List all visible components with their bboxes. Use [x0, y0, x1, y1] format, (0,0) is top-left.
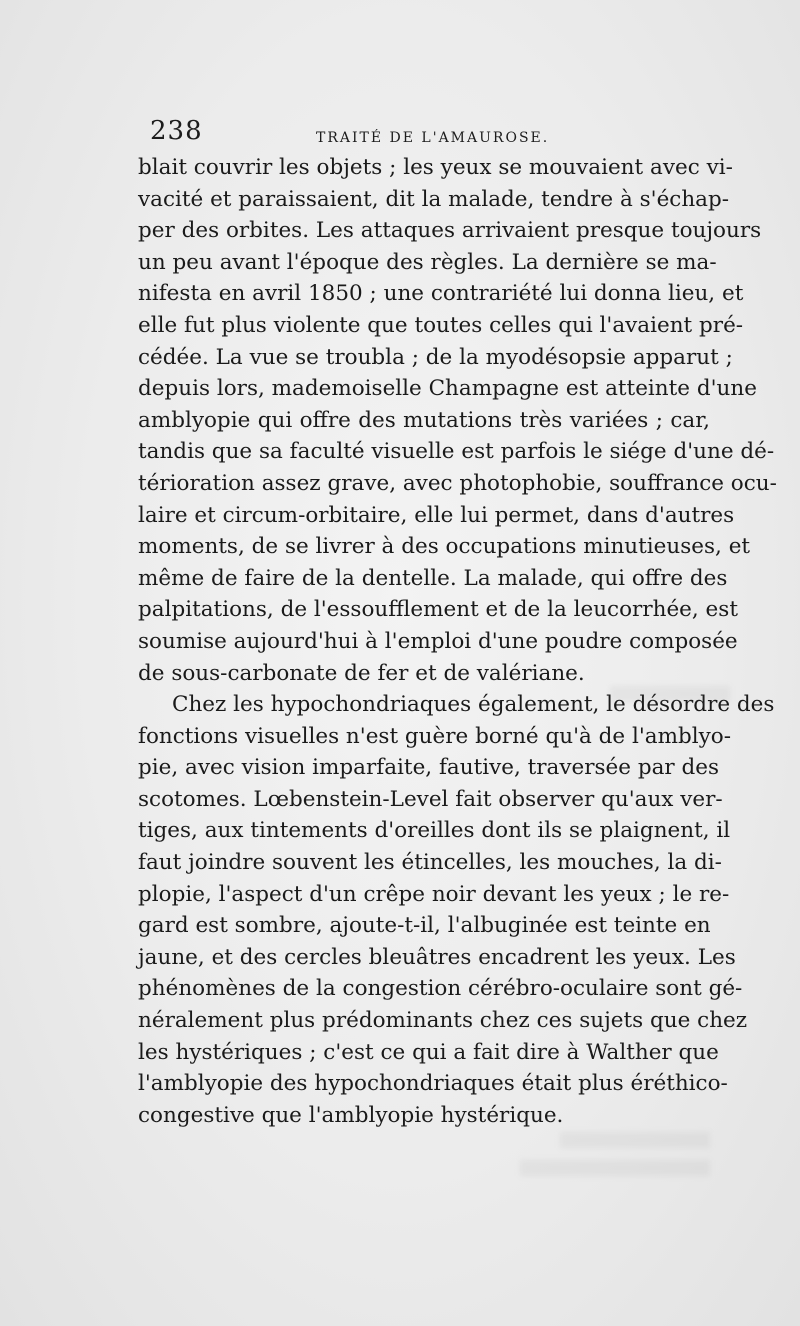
text-line: nifesta en avril 1850 ; une contrariété lui donna lieu, et [138, 281, 744, 307]
bleed-through-mark [610, 686, 730, 702]
text-line: elle fut plus violente que toutes celles qui l'avaient pré- [138, 312, 744, 338]
text-line: cédée. La vue se troubla ; de la myodésopsie apparut ; [138, 344, 733, 370]
text-line: laire et circum-orbitaire, elle lui permet, dans d'autres [138, 502, 735, 528]
text-line: pie, avec vision imparfaite, fautive, traversée par des [138, 755, 720, 781]
text-line: tiges, aux tintements d'oreilles dont ils se plaignent, il [138, 818, 731, 844]
text-line: palpitations, de l'essoufflement et de la leucorrhée, est [138, 597, 738, 623]
text-line: soumise aujourd'hui à l'emploi d'une poudre composée [138, 628, 738, 654]
text-line: gard est sombre, ajoute-t-il, l'albuginée est teinte en [138, 913, 711, 939]
running-title: TRAITÉ DE L'AMAUROSE. [316, 130, 550, 146]
body-text [138, 152, 777, 1131]
text-line: Chez les hypochondriaques également, le désordre des [172, 692, 775, 718]
page-number: 238 [150, 116, 203, 146]
text-line: plopie, l'aspect d'un crêpe noir devant les yeux ; le re- [138, 881, 730, 907]
text-line: phénomènes de la congestion cérébro-oculaire sont gé- [138, 976, 743, 1002]
text-line: scotomes. Lœbenstein-Level fait observer qu'aux ver- [138, 786, 723, 812]
text-line: depuis lors, mademoiselle Champagne est atteinte d'une [138, 376, 757, 402]
text-line: térioration assez grave, avec photophobie, souffrance ocu- [138, 470, 777, 496]
text-line: jaune, et des cercles bleuâtres encadrent les yeux. Les [138, 944, 736, 970]
text-line: néralement plus prédominants chez ces sujets que chez [138, 1008, 748, 1034]
text-line: per des orbites. Les attaques arrivaient presque toujours [138, 218, 762, 244]
page-header [148, 116, 708, 152]
text-line: les hystériques ; c'est ce qui a fait dire à Walther que [138, 1039, 719, 1065]
text-line: moments, de se livrer à des occupations minutieuses, et [138, 534, 751, 560]
text-line: un peu avant l'époque des règles. La dernière se ma- [138, 249, 717, 275]
text-line: fonctions visuelles n'est guère borné qu'à de l'amblyo- [138, 723, 731, 749]
bleed-through-mark [520, 1160, 710, 1176]
paragraph-1 [138, 152, 777, 689]
bleed-through-mark [560, 1132, 710, 1148]
text-line: blait couvrir les objets ; les yeux se mouvaient avec vi- [138, 155, 733, 180]
paragraph-2 [138, 689, 775, 1131]
text-line: même de faire de la dentelle. La malade, qui offre des [138, 565, 728, 591]
text-line: tandis que sa faculté visuelle est parfois le siége d'une dé- [138, 439, 775, 465]
text-line: l'amblyopie des hypochondriaques était plus éréthico- [138, 1071, 728, 1097]
text-line: vacité et paraissaient, dit la malade, tendre à s'échap- [138, 186, 730, 212]
text-line: amblyopie qui offre des mutations très variées ; car, [138, 407, 710, 433]
text-line: de sous-carbonate de fer et de valériane. [138, 660, 585, 686]
text-line: faut joindre souvent les étincelles, les mouches, la di- [138, 850, 722, 876]
text-line: congestive que l'amblyopie hystérique. [138, 1102, 564, 1128]
